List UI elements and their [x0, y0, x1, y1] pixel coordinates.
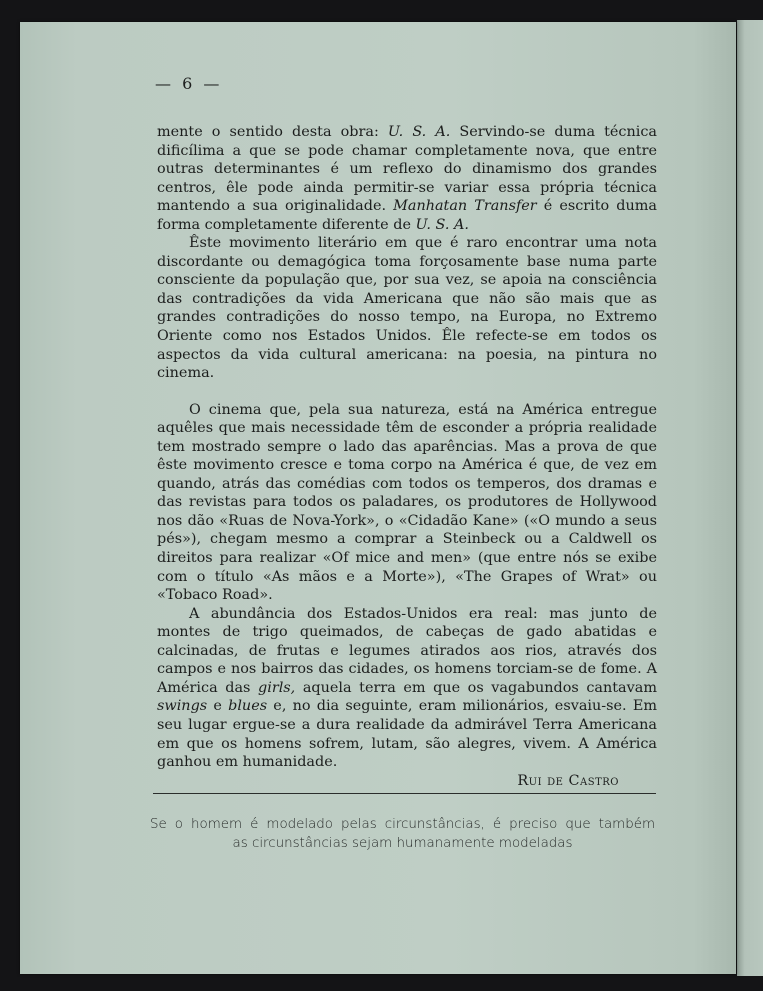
footer-quote: [150, 815, 655, 853]
page-number: — 6 —: [155, 74, 223, 93]
italic-term: U. S. A.: [415, 216, 469, 233]
italic-term: blues: [228, 698, 268, 715]
quote-line-1: Se o homem é modelado pelas circunstâncias, é preciso que também: [150, 817, 655, 832]
italic-term: U. S. A.: [387, 124, 451, 140]
italic-term: swings: [157, 698, 208, 715]
paragraph-4: A abundância dos Estados-Unidos era real: mas junto de montes de trigo queimados, de cabeças de gado abatidas e calcinadas, de frutas e legumes atirados aos rios, através dos campos e nos bairros das cidades, os homens torciam-se de fome. A América das girls, aquela terra em que os vagabundos cantavam swings e blues e, no dia seguinte, eram milionários, esvaiu-se. Em seu lugar ergue-se a dura realidade da admirável Terra Americana em que os homens sofrem, lutam, são alegres, vivem. A América ganhou em humanidade.: [157, 605, 657, 771]
paragraph-1: mente o sentido desta obra: U. S. A. Servindo-se duma técnica dificílima a que se pode chamar completamente nova, que entre outras determinantes é um reflexo do dinamismo dos grandes centros, êle pode ainda permitir-se variar essa própria técnica mantendo a sua originalidade. Manhatan Transfer é escrito duma forma completamente diferente de U. S. A.: [157, 124, 657, 233]
paragraph-2: Êste movimento literário em que é raro encontrar uma nota discordante ou demagógica toma forçosamente base numa parte consciente da população que, por sua vez, se apoia na consciência das contradições da vida Americana que não são mais que as grandes contradições do nosso tempo, na Europa, no Extremo Oriente como nos Estados Unidos. Êle refecte-se em todos os aspectos da vida cultural americana: na poesia, na pintura no cinema.: [157, 235, 657, 382]
paragraph-3: O cinema que, pela sua natureza, está na América entregue aquêles que mais necessidade têm de esconder a própria realidade tem mostrado sempre o lado das aparências. Mas a prova de que êste movimento cresce e toma corpo na América é que, de vez em quando, atrás das comédias com todos os temperos, dos dramas e das revistas para todos os paladares, os produtores de Hollywood nos dão «Ruas de Nova-York», o «Cidadão Kane» («O mundo a seus pés»), chegam mesmo a comprar a Steinbeck ou a Caldwell os direitos para realizar «Of mice and men» (que entre nós se exibe com o título «As mãos e a Morte»), «The Grapes of Wrat» ou «Tobaco Road».: [157, 401, 657, 604]
adjacent-page-edge: [737, 20, 763, 976]
quote-line-2: as circunstâncias sejam humanamente modeladas: [232, 836, 573, 851]
article-body: [157, 123, 657, 790]
italic-term: girls,: [258, 679, 296, 696]
italic-term: Manhatan Transfer: [393, 198, 537, 215]
section-divider: [153, 793, 656, 794]
author-signature: Rui de Castro: [517, 772, 619, 789]
